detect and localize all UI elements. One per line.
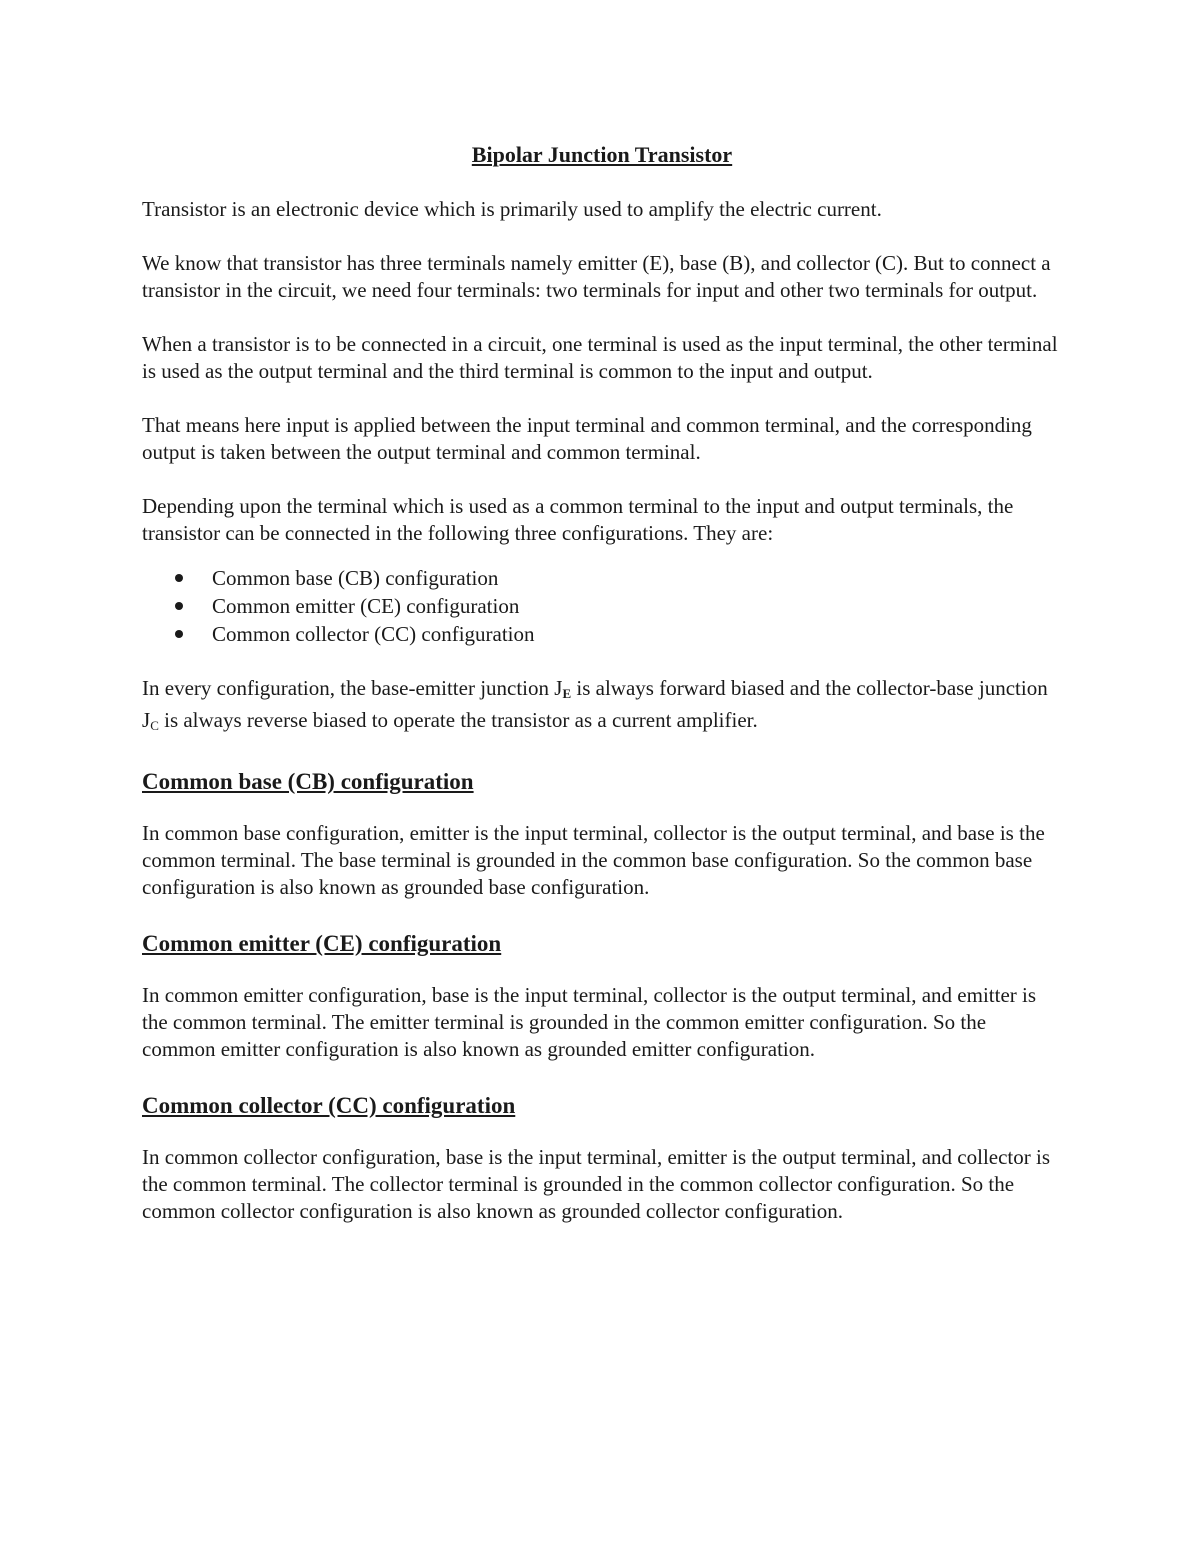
list-item <box>142 592 1062 620</box>
intro-paragraph: Transistor is an electronic device which is primarily used to amplify the electric current. <box>142 197 882 221</box>
document-page <box>142 140 1062 1252</box>
bullet-icon <box>175 630 183 638</box>
section-heading-cc: Common collector (CC) configuration <box>142 1093 516 1118</box>
bias-text-3: is always reverse biased to operate the transistor as a current amplifier. <box>158 708 758 732</box>
configuration-list <box>142 564 1062 648</box>
bias-paragraph <box>142 675 1062 739</box>
bullet-icon <box>175 602 183 610</box>
list-item <box>142 564 1062 592</box>
input-paragraph: That means here input is applied between the input terminal and common terminal, and the corresponding output is taken between the output terminal and common terminal. <box>142 413 1032 464</box>
list-item-label: Common collector (CC) configuration <box>212 622 535 646</box>
connection-paragraph: When a transistor is to be connected in a circuit, one terminal is used as the input terminal, the other terminal is used as the output terminal and the third terminal is common to the input and output. <box>142 332 1058 383</box>
bullet-icon <box>175 574 183 582</box>
list-item-label: Common base (CB) configuration <box>212 566 499 590</box>
subscript-c: C <box>150 718 159 733</box>
subscript-e: E <box>562 686 572 701</box>
section-body-ce: In common emitter configuration, base is the input terminal, collector is the output terminal, and emitter is the common terminal. The emitter terminal is grounded in the common emitter configuration. So the common emitter configuration is also known as grounded emitter configuration. <box>142 983 1037 1061</box>
document-title: Bipolar Junction Transistor <box>471 142 733 167</box>
section-heading-ce: Common emitter (CE) configuration <box>142 931 502 956</box>
list-item-label: Common emitter (CE) configuration <box>212 594 520 618</box>
section-body-cb: In common base configuration, emitter is the input terminal, collector is the output terminal, and base is the common terminal. The base terminal is grounded in the common base configuration. So the common base configuration is also known as grounded base configuration. <box>142 821 1045 899</box>
depending-paragraph: Depending upon the terminal which is used as a common terminal to the input and output terminals, the transistor can be connected in the following three configurations. They are: <box>142 494 1014 545</box>
list-item <box>142 620 1062 648</box>
terminals-paragraph: We know that transistor has three terminals namely emitter (E), base (B), and collector (C). But to connect a transistor in the circuit, we need four terminals: two terminals for input and other two terminals for output. <box>142 251 1051 302</box>
section-body-cc: In common collector configuration, base is the input terminal, emitter is the output terminal, and collector is the common terminal. The collector terminal is grounded in the common collector configuration. So the common collector configuration is also known as grounded collector configuration. <box>142 1145 1051 1223</box>
section-heading-cb: Common base (CB) configuration <box>142 769 474 794</box>
bias-text-1: In every configuration, the base-emitter junction J <box>142 676 563 700</box>
bias-text-2: is always forward biased and the collector-base junction J <box>142 676 1048 732</box>
